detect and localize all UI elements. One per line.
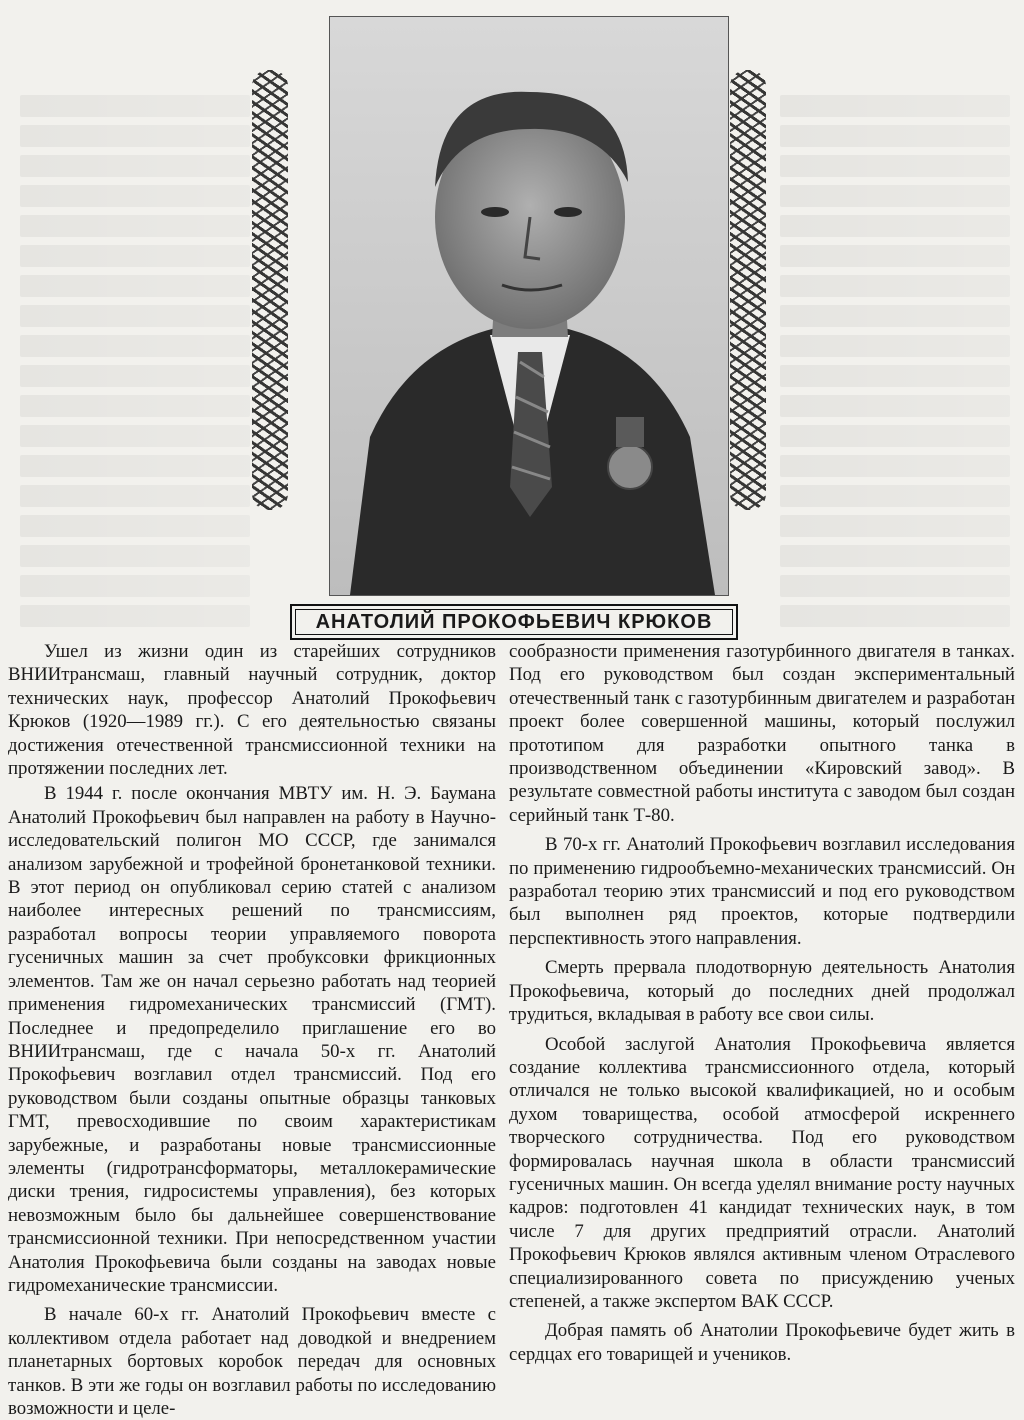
paragraph: В 70-х гг. Анатолий Прокофьевич возглавил исследования по применению гидрообъемно-механических трансмиссий. Он разработал теорию этих трансмиссий и под его руководством был выполнен ряд проектов, которые подтвердили перспективность этого направления. (509, 834, 1015, 949)
paragraph: сообразности применения газотурбинного двигателя в танках. Под его руководством был создан экспериментальный отечественный танк с газотурбинным двигателем и разработан проект более совершенной машины, который послужил прототипом для разработки опытного танка в производственном объединении «Кировский завод». В результате совместной работы института с заводом был создан серийный танк Т-80. (509, 641, 1015, 826)
right-column (509, 640, 1015, 1366)
bleed-through-right (780, 95, 1010, 635)
left-column (8, 640, 496, 1420)
paragraph: Смерть прервала плодотворную деятельность Анатолия Прокофьевича, который до последних дней продолжал трудиться, вкладывая в работу все свои силы. (509, 957, 1015, 1026)
portrait-photo (329, 16, 729, 596)
paragraph: В 1944 г. после окончания МВТУ им. Н. Э. Баумана Анатолий Прокофьевич был направлен на работу в Научно-исследовательский полигон МО СССР, где занимался анализом зарубежной и трофейной бронетанковой техники. В этот период он опубликовал серию статей с анализом наиболее интересных решений по трансмиссиям, разработал вопросы теории управляемого поворота гусеничных машин за счет пробуксовки фрикционных элементов. Там же он начал серьезно работать над теорией применения гидромеханических трансмиссий (ГМТ). Последнее и предопределило приглашение его во ВНИИтрансмаш, где с начала 50-х гг. Анатолий Прокофьевич возглавил отдел трансмиссий. Под его руководством были созданы опытные образцы танковых ГМТ, превосходившие по своим характеристикам зарубежные, и разработаны новые трансмиссионные элементы (гидротрансформаторы, металлокерамические диски трения, гидросистемы управления), без которых невозможным было бы дальнейшее совершенствование трансмиссионной техники. При непосредственном участии Анатолия Прокофьевича были созданы на заводах новые гидромеханические трансмиссии. (8, 783, 496, 1296)
ornament-left (252, 70, 288, 510)
bleed-through-left (20, 95, 250, 635)
paragraph: В начале 60-х гг. Анатолий Прокофьевич вместе с коллективом отдела работает над доводкой и внедрением планетарных бортовых коробок передач для основных танков. В эти же годы он возглавил работы по исследованию возможности и целе- (8, 1304, 496, 1419)
portrait-illustration (330, 17, 728, 595)
paragraph: Добрая память об Анатолии Прокофьевиче будет жить в сердцах его товарищей и учеников. (509, 1320, 1015, 1365)
article-title: АНАТОЛИЙ ПРОКОФЬЕВИЧ КРЮКОВ (315, 610, 713, 633)
paragraph: Ушел из жизни один из старейших сотрудников ВНИИтрансмаш, главный научный сотрудник, доктор технических наук, профессор Анатолий Прокофьевич Крюков (1920—1989 гг.). С его деятельностью связаны достижения отечественной трансмиссионной техники на протяжении последних лет. (8, 641, 496, 780)
article-title-box (290, 604, 738, 640)
ornament-right (730, 70, 766, 510)
paragraph: Особой заслугой Анатолия Прокофьевича является создание коллектива трансмиссионного отдела, который отличался не только высокой квалификацией, но и особым духом товарищества, особой атмосферой искреннего творческого сотрудничества. Под его руководством формировалась научная школа в области трансмиссий гусеничных машин. Он всегда уделял внимание росту научных кадров: подготовлен 41 кандидат технических наук, в том числе 7 для других предприятий отрасли. Анатолий Прокофьевич Крюков являлся активным членом Отраслевого специализированного совета по присуждению ученых степеней, а также экспертом ВАК СССР. (509, 1033, 1016, 1312)
